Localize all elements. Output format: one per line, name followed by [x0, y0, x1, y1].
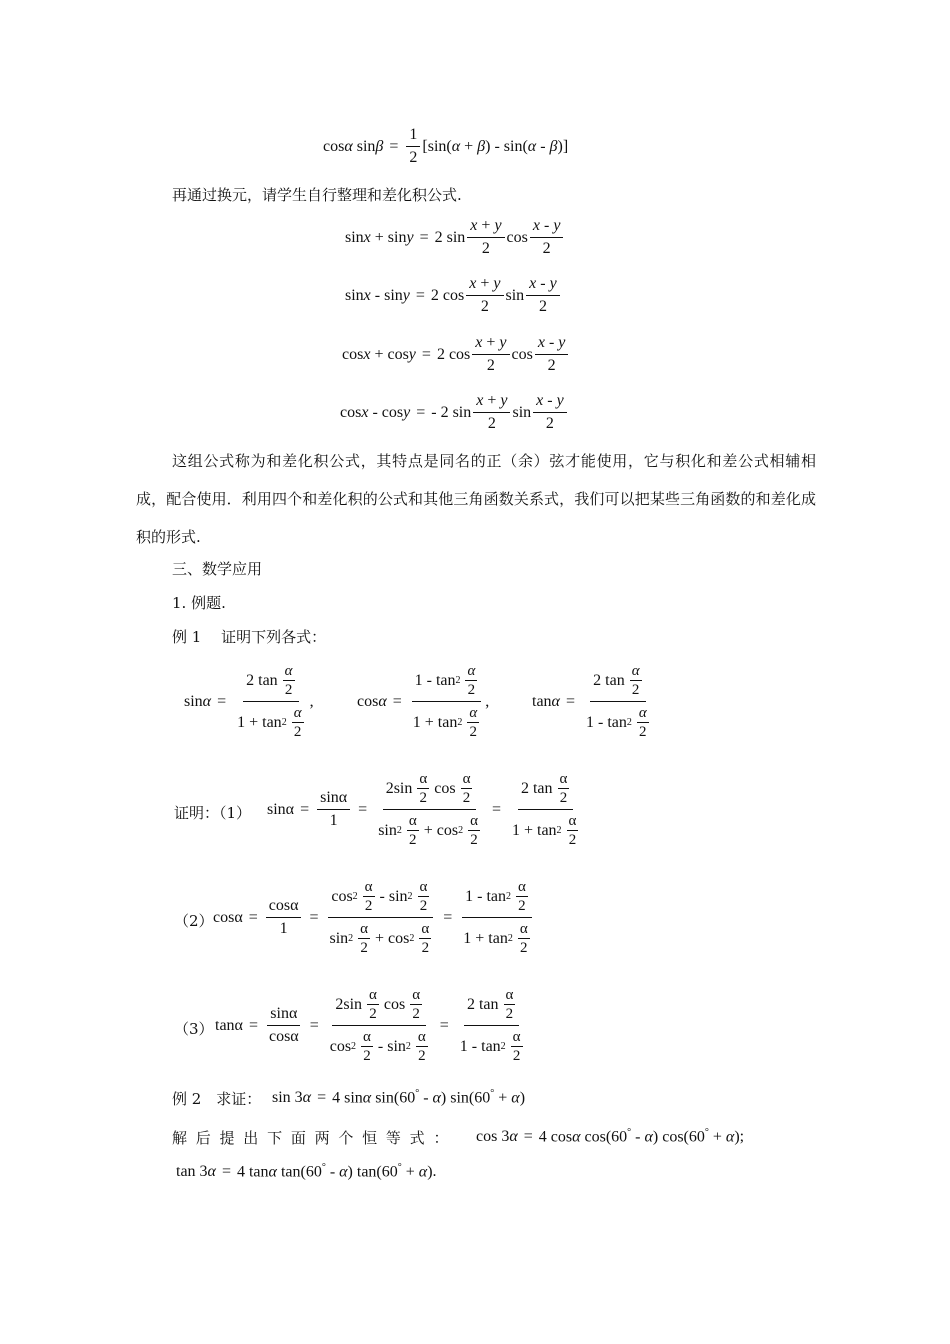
proof-1-formula: sinα = $\frac{\sin\alpha}{1}$ = 2sin α 2 cos α 2 sin 2 α 2 + cos 2 α 2 = 2 tan α 2 1 + tan 2 α 2	[267, 771, 577, 848]
formula-sin-plus-sin: sinx + siny = 2 sin x + y 2 cos x - y 2	[345, 217, 565, 258]
formula-tan-half-tan: tanα = 2 tan α 2 1 - tan 2 α 2	[532, 663, 647, 740]
identity-cos-3a: cos 3α = 4 cosα cos(60° - α) cos(60° + α) ;	[476, 1127, 745, 1146]
remark-label: 解 后 提 出 下 面 两 个 恒 等 式 ：	[172, 1129, 451, 1147]
part-2-label: （2）	[174, 912, 214, 930]
formula-sin-half-tan: sinα = 2 tan α 2 1 + tan 2 α 2 ,	[184, 663, 314, 740]
example-2-formula: sin 3α = 4 sinα sin(60° - α) sin(60° + α)	[272, 1088, 526, 1107]
part-3-label: （3）	[174, 1020, 214, 1038]
formula-sin-minus-sin: sinx - siny = 2 cos x + y 2 sin x - y 2	[345, 275, 562, 316]
proof-2-formula: cosα = $\frac{\cos\alpha}{1}$ = cos 2 α 2 - sin 2 α 2 sin 2 α 2 + cos 2 α 2 = 1 - tan 2 α 2 1 + tan 2 α 2	[213, 878, 536, 957]
example-1-heading: 例 1 证明下列各式：	[172, 628, 327, 646]
example-2-label: 例 2 求证：	[172, 1090, 262, 1108]
formula-cos-half-tan: cosα = 1 - tan 2 α 2 1 + tan 2 α 2 ,	[357, 663, 490, 740]
summary-paragraph: 这组公式称为和差化积公式，其特点是同名的正（余）弦才能使用，它与积化和差公式相辅相成，配合使用．利用四个和差化积的公式和其他三角函数关系式，我们可以把某些三角函数的和差化成积的形式.	[136, 452, 816, 546]
proof-label: 证明：（1）	[174, 804, 252, 822]
formula-cos-plus-cos: cosx + cosy = 2 cos x + y 2 cos x - y 2	[342, 334, 570, 375]
formula-cos-sin-product: cosα sinβ = $\frac{1}{2}$ [sin(α + β) - sin(α - β)]	[323, 126, 569, 166]
intro-text: 再通过换元，请学生自行整理和差化积公式.	[172, 186, 462, 204]
section-heading: 三、数学应用	[172, 560, 263, 578]
subsection-heading: 1. 例题.	[172, 594, 226, 612]
formula-cos-minus-cos: cosx - cosy = - 2 sin x + y 2 sin x - y 2	[340, 392, 569, 433]
proof-3-formula: tanα = $\frac{\sin\alpha}{\cos\alpha}$ = 2sin α 2 cos α 2 cos 2 α 2 - sin 2 α 2 = 2 tan α 2 1 - tan 2 α 2	[215, 987, 521, 1064]
identity-tan-3a: tan 3α = 4 tanα tan(60° - α) tan(60° + α) .	[176, 1162, 437, 1181]
